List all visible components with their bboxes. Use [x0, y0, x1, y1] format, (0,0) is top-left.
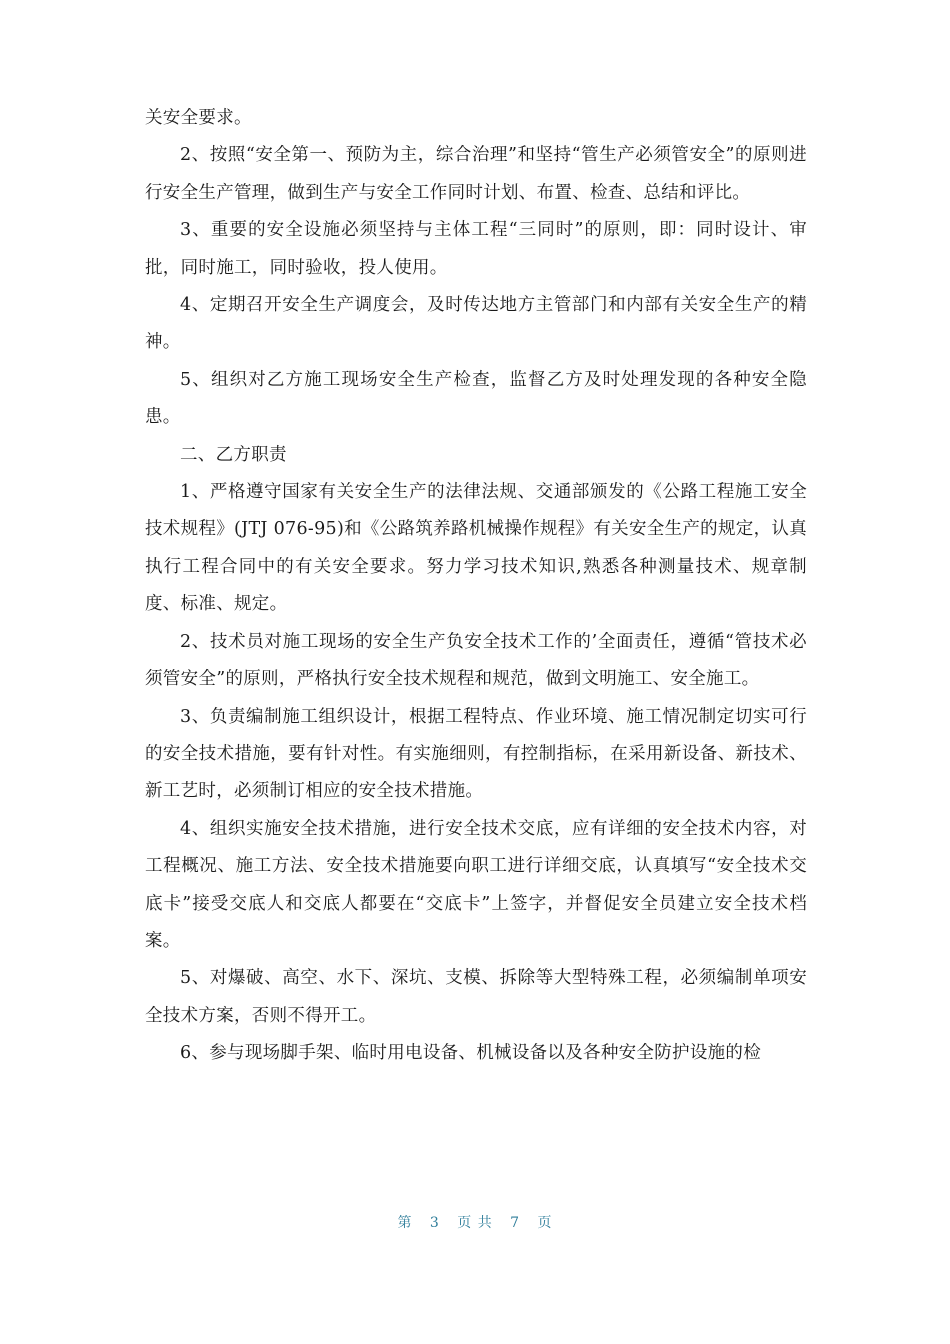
page-footer [0, 1212, 950, 1232]
footer-current-page: 3 [429, 1215, 440, 1231]
paragraph-b-item-2: 2、技术员对施工现场的安全生产负安全技术工作的’全面责任，遵循“管技术必须管安全”的原则，严格执行安全技术规程和规范，做到文明施工、安全施工。 [145, 631, 807, 690]
paragraph-b-item-4: 4、组织实施安全技术措施，进行安全技术交底，应有详细的安全技术内容，对工程概况、施工方法、安全技术措施要向职工进行详细交底，认真填写“安全技术交底卡”接受交底人和交底人都要在“交底卡”上签字，并督促安全员建立安全技术档案。 [145, 818, 807, 951]
paragraph-b-item-6: 6、参与现场脚手架、临时用电设备、机械设备以及各种安全防护设施的检 [180, 1043, 762, 1064]
paragraph-item-3: 3、重要的安全设施必须坚持与主体工程“三同时”的原则，即：同时设计、审批，同时施工，同时验收，投人使用。 [145, 220, 807, 278]
paragraph-b-item-5: 5、对爆破、高空、水下、深坑、支模、拆除等大型特殊工程，必须编制单项安全技术方案，否则不得开工。 [145, 968, 807, 1026]
paragraph-item-2: 2、按照“安全第一、预防为主，综合治理”和坚持“管生产必须管安全”的原则进行安全生产管理，做到生产与安全工作同时计划、布置、检查、总结和评比。 [145, 145, 807, 203]
footer-prefix: 第 [397, 1215, 413, 1231]
paragraph-b-item-3: 3、负责编制施工组织设计，根据工程特点、作业环境、施工情况制定切实可行的安全技术措施，要有针对性。有实施细则，有控制指标，在采用新设备、新技术、新工艺时，必须制订相应的安全技术措施。 [145, 706, 807, 802]
document-body [145, 100, 807, 1073]
section-heading-party-b: 二、乙方职责 [180, 444, 287, 465]
paragraph-continuation: 关安全要求。 [145, 108, 252, 128]
paragraph-item-5: 5、组织对乙方施工现场安全生产检查，监督乙方及时处理发现的各种安全隐患。 [145, 369, 807, 428]
footer-total-pages: 7 [510, 1215, 521, 1231]
paragraph-item-4: 4、定期召开安全生产调度会，及时传达地方主管部门和内部有关安全生产的精神。 [145, 295, 807, 353]
footer-middle: 页 共 [457, 1215, 493, 1231]
paragraph-b-item-1: 1、严格遵守国家有关安全生产的法律法规、交通部颁发的《公路工程施工安全技术规程》(JTJ 076-95)和《公路筑养路机械操作规程》有关安全生产的规定，认真执行工程合同中的有关安全要求。努力学习技术知识,熟悉各种测量技术、规章制度、标准、规定。 [145, 482, 807, 615]
footer-suffix: 页 [537, 1215, 553, 1231]
